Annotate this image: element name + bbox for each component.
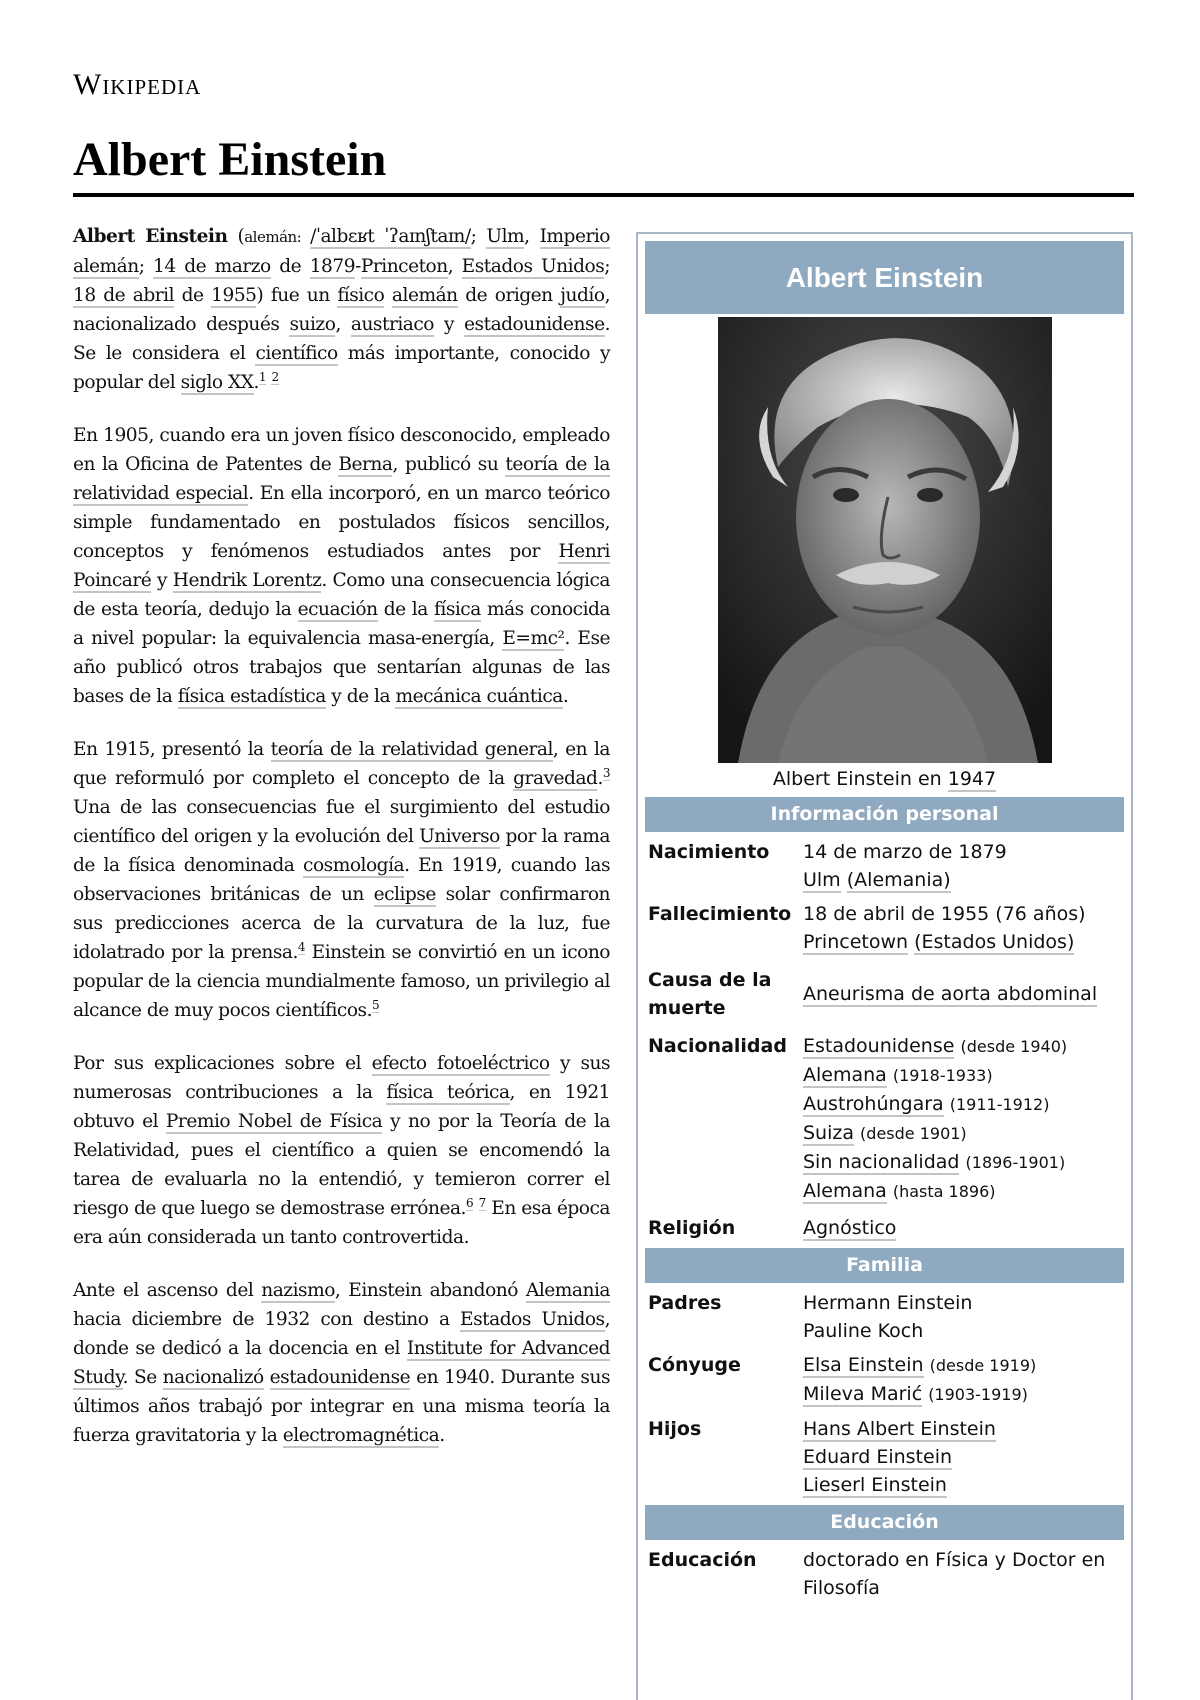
link-ulm[interactable]: Ulm <box>486 226 525 247</box>
row-nacimiento <box>645 838 1124 894</box>
row-causa-muerte <box>645 966 1124 1022</box>
link-ecuacion[interactable]: ecuación <box>297 599 378 620</box>
label-causa-muerte: Causa de la muerte <box>648 969 772 1019</box>
link-nacionalidad[interactable]: Alemana <box>803 1064 887 1086</box>
link-nacionalidad[interactable]: Suiza <box>803 1122 854 1144</box>
paragraph-nobel: Por sus explicaciones sobre el efecto fotoeléctrico y sus numerosas contribuciones a la física teórica, en 1921 obtuvo el Premio Nobel de Física y no por la Teoría de la Relatividad, pues el científico a quien se encomendó la tarea de evaluarla no la entendió, y temieron correr el riesgo de que luego se demostrase errónea.$^6$ $^7$ En esa época era aún considerada un tanto controvertida. <box>73 1053 611 1248</box>
paragraph-1905: En 1905, cuando era un joven físico desconocido, empleado en la Oficina de Patentes de Berna, publicó su teoría de la relatividad especial. En ella incorporó, en un marco teórico simple fundamentado en postulados físicos sencillos, conceptos y fenómenos estudiados antes por Henri Poincaré y Hendrik Lorentz. Como una consecuencia lógica de esta teoría, dedujo la ecuación de la física más conocida a nivel popular: la equivalencia masa-energía, E=mc². Ese año publicó otros trabajos que sentarían algunas de las bases de la física estadística y de la mecánica cuántica. <box>73 425 611 707</box>
link-nacionalidad[interactable]: Sin nacionalidad <box>803 1151 960 1173</box>
paragraph-nazismo: Ante el ascenso del nazismo, Einstein abandonó Alemania hacia diciembre de 1932 con destino a Estados Unidos, donde se dedicó a la docencia en el Institute for Advanced Study. Se nacionalizó estadounidense en 1940. Durante sus últimos años trabajó por integrar en una misma teoría la fuerza gravitatoria y la electromagnética. <box>73 1280 611 1446</box>
link-efecto-fotoelectrico[interactable]: efecto fotoeléctrico <box>371 1053 550 1074</box>
link-imperio-aleman[interactable]: Imperio alemán <box>73 226 610 277</box>
row-nacionalidad <box>645 1032 1124 1206</box>
label-hijos: Hijos <box>648 1418 702 1440</box>
reference-link[interactable]: 3 <box>602 765 610 780</box>
link-agnostico[interactable]: Agnóstico <box>803 1217 897 1239</box>
link-fisica-teorica[interactable]: física teórica <box>386 1082 510 1103</box>
link-ulm[interactable]: Ulm <box>803 869 841 891</box>
reference-link[interactable]: 5 <box>371 997 380 1012</box>
row-conyuge <box>645 1351 1124 1409</box>
link-death-year[interactable]: 1955 <box>211 285 257 306</box>
link-fisica-estadistica[interactable]: física estadística <box>177 686 326 707</box>
link-hijo[interactable]: Hans Albert Einstein <box>803 1418 996 1440</box>
ipa-link[interactable]: /ˈalbɛʁt ˈʔaɪnʃtaɪn/ <box>310 226 471 247</box>
link-fisico[interactable]: físico <box>337 285 385 306</box>
label-padres: Padres <box>648 1292 722 1314</box>
reference-link[interactable]: 1 <box>258 369 267 384</box>
article-body <box>73 222 610 1474</box>
row-fallecimiento <box>645 900 1124 956</box>
link-birth-date[interactable]: 14 de marzo <box>153 256 271 277</box>
link-cosmologia[interactable]: cosmología <box>303 855 405 876</box>
wikipedia-logo[interactable]: Wikipedia <box>73 68 202 101</box>
section-header-educacion: Educación <box>645 1505 1124 1540</box>
label-nacionalidad: Nacionalidad <box>648 1035 787 1057</box>
link-alemania[interactable]: Alemania <box>525 1280 610 1301</box>
label-educacion: Educación <box>648 1549 757 1571</box>
link-lorentz[interactable]: Hendrik Lorentz <box>172 570 322 591</box>
link-nacionalidad[interactable]: Estadounidense <box>803 1035 955 1057</box>
value-fallecimiento: 18 de abril de 1955 (76 años) Princetown (Estados Unidos) <box>803 903 1086 953</box>
link-caption-year[interactable]: 1947 <box>947 768 997 790</box>
link-judio[interactable]: judío <box>560 285 605 306</box>
reference-link[interactable]: 2 <box>271 369 279 384</box>
link-alemania[interactable]: (Alemania) <box>846 869 951 891</box>
section-header-personal: Información personal <box>645 797 1124 832</box>
row-padres <box>645 1289 1124 1345</box>
link-estados-unidos[interactable]: Estados Unidos <box>461 256 605 277</box>
link-nazismo[interactable]: nazismo <box>261 1280 335 1301</box>
link-cientifico[interactable]: científico <box>255 343 338 364</box>
link-hijo[interactable]: Lieserl Einstein <box>803 1474 947 1496</box>
link-austriaco[interactable]: austriaco <box>350 314 434 335</box>
link-siglo-xx[interactable]: siglo XX <box>180 372 254 393</box>
link-premio-nobel[interactable]: Premio Nobel de Física <box>165 1111 383 1132</box>
link-birth-year[interactable]: 1879 <box>309 256 356 277</box>
subject-name: Albert Einstein <box>73 226 228 247</box>
paragraph-1915: En 1915, presentó la teoría de la relatividad general, en la que reformuló por completo el concepto de la gravedad.$^3$ Una de las consecuencias fue el surgimiento del estudio científico del origen y la evolución del Universo por la rama de la física denominada cosmología. En 1919, cuando las observaciones británicas de un eclipse solar confirmaron sus predicciones acerca de la curvatura de la luz, fue idolatrado por la prensa.$^4$ Einstein se convirtió en un icono popular de la ciencia mundialmente famoso, un privilegio al alcance de muy pocos científicos.$^5$ <box>73 739 611 1021</box>
label-conyuge: Cónyuge <box>648 1354 741 1376</box>
reference-link[interactable]: 7 <box>478 1195 486 1210</box>
value-hijos <box>803 1415 1124 1499</box>
link-aneurisma[interactable]: Aneurisma de aorta abdominal <box>803 983 1098 1005</box>
link-emc2[interactable]: E=mc² <box>502 628 565 649</box>
link-mecanica-cuantica[interactable]: mecánica cuántica <box>395 686 563 707</box>
title-divider <box>73 193 1134 197</box>
label-nacimiento: Nacimiento <box>648 841 770 863</box>
link-berna[interactable]: Berna <box>338 454 393 475</box>
link-conyuge[interactable]: Mileva Marić <box>803 1383 923 1405</box>
row-religion <box>645 1214 1124 1242</box>
link-conyuge[interactable]: Elsa Einstein <box>803 1354 924 1376</box>
link-death-date[interactable]: 18 de abril <box>73 285 175 306</box>
link-estadounidense[interactable]: estadounidense <box>269 1367 411 1388</box>
infobox <box>636 232 1133 1700</box>
link-hijo[interactable]: Eduard Einstein <box>803 1446 953 1468</box>
value-nacimiento: 14 de marzo de 1879 Ulm (Alemania) <box>803 841 1007 891</box>
link-universo[interactable]: Universo <box>419 826 500 847</box>
link-nacionalidad[interactable]: Austrohúngara <box>803 1093 944 1115</box>
link-relatividad-general[interactable]: teoría de la relatividad general <box>270 739 553 760</box>
reference-link[interactable]: 6 <box>465 1195 474 1210</box>
link-eclipse[interactable]: eclipse <box>373 884 436 905</box>
infobox-title: Albert Einstein <box>645 241 1124 314</box>
page-title: Albert Einstein <box>73 133 387 186</box>
value-educacion: doctorado en Física y Doctor en Filosofía <box>803 1549 1106 1599</box>
photo-caption: Albert Einstein en 1947 <box>772 768 997 790</box>
link-princetown[interactable]: Princetown <box>803 931 909 953</box>
link-estados-unidos[interactable]: (Estados Unidos) <box>914 931 1075 953</box>
link-aleman[interactable]: alemán <box>391 285 458 306</box>
link-nacionalidad[interactable]: Alemana <box>803 1180 887 1202</box>
label-religion: Religión <box>648 1217 736 1239</box>
link-electromagnetica[interactable]: electromagnética <box>282 1425 440 1446</box>
link-gravedad[interactable]: gravedad <box>513 768 598 789</box>
link-institute-advanced-study[interactable]: Institute for Advanced Study <box>73 1338 610 1388</box>
portrait-photo[interactable] <box>718 317 1052 763</box>
link-relatividad-especial[interactable]: teoría de la relatividad especial <box>73 454 610 504</box>
link-poincare[interactable]: Henri Poincaré <box>73 541 610 591</box>
link-fisica[interactable]: física <box>433 599 481 620</box>
reference-link[interactable]: 4 <box>297 939 305 954</box>
section-header-familia: Familia <box>645 1248 1124 1283</box>
link-nacionalizo[interactable]: nacionalizó <box>162 1367 264 1388</box>
value-conyuge: Elsa Einstein (desde 1919) Mileva Marić (1903-1919) <box>803 1354 1037 1405</box>
link-suizo[interactable]: suizo <box>289 314 336 335</box>
link-princeton[interactable]: Princeton <box>360 256 448 277</box>
ipa-language: alemán: <box>244 228 311 246</box>
link-estadounidense[interactable]: estadounidense <box>464 314 605 335</box>
value-nacionalidad: Estadounidense (desde 1940) Alemana (1918-1933) Austrohúngara (1911-1912) Suiza (desde 1901) Sin nacionalidad (1896-1901) Alemana (hasta 1896) <box>803 1035 1068 1202</box>
paragraph-intro: Albert Einstein (alemán: /ˈalbɛʁt ˈʔaɪnʃtaɪn/; Ulm, Imperio alemán; 14 de marzo de 1879-Princeton, Estados Unidos; 18 de abril de 1955) fue un físico alemán de origen judío, nacionalizado después suizo, austriaco y estadounidense. Se le considera el científico más importante, conocido y popular del siglo XX.$^1$ $^2$ <box>73 226 611 393</box>
value-padres: Hermann Einstein Pauline Koch <box>803 1292 973 1342</box>
row-educacion <box>645 1546 1124 1602</box>
label-fallecimiento: Fallecimiento <box>648 903 792 925</box>
row-hijos <box>645 1415 1124 1499</box>
link-estados-unidos[interactable]: Estados Unidos <box>460 1309 605 1330</box>
